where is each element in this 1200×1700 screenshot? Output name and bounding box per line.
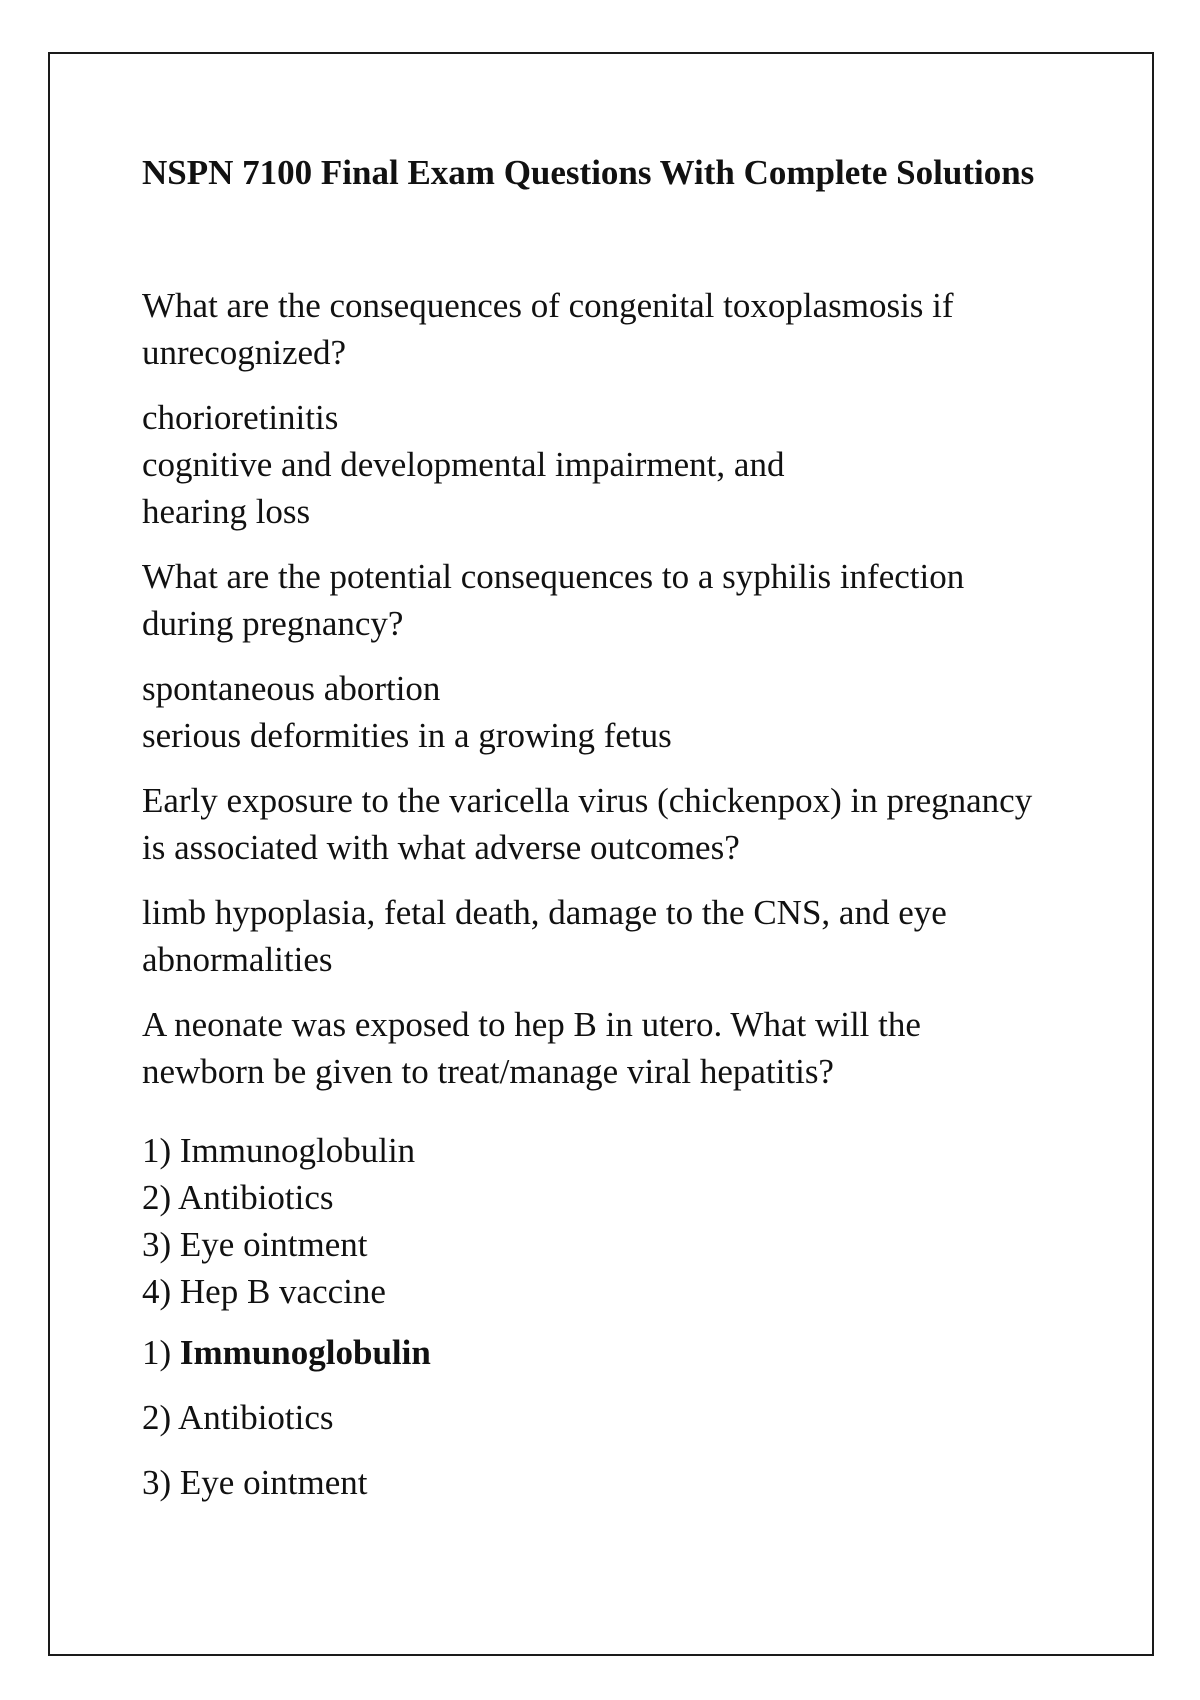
answer-text: Immunoglobulin xyxy=(179,1333,431,1372)
question-4 xyxy=(142,1001,1102,1095)
options-list xyxy=(142,1127,1102,1315)
option-item: 4) Hep B vaccine xyxy=(142,1272,386,1311)
question-line: What are the consequences of congenital toxoplasmosis if xyxy=(142,286,954,325)
question-line: A neonate was exposed to hep B in utero. What will the xyxy=(142,1005,921,1044)
question-line: Early exposure to the varicella virus (chickenpox) in pregnancy xyxy=(142,781,1033,820)
answer-text: Eye ointment xyxy=(179,1463,368,1502)
question-line: What are the potential consequences to a syphilis infection xyxy=(142,557,965,596)
answer-line: cognitive and developmental impairment, and xyxy=(142,445,785,484)
answer-line: limb hypoplasia, fetal death, damage to the CNS, and eye xyxy=(142,893,947,932)
answer-2 xyxy=(142,665,1102,759)
option-item: 2) Antibiotics xyxy=(142,1178,334,1217)
answer-3 xyxy=(142,889,1102,983)
answer-1 xyxy=(142,394,1102,535)
answer-line: abnormalities xyxy=(142,940,333,979)
question-line: during pregnancy? xyxy=(142,604,404,643)
question-1 xyxy=(142,282,1102,376)
document-content xyxy=(142,150,1102,1524)
document-title: NSPN 7100 Final Exam Questions With Complete Solutions xyxy=(142,153,1035,192)
option-item: 1) Immunoglobulin xyxy=(142,1131,416,1170)
answer-number: 3) xyxy=(142,1463,172,1502)
question-2 xyxy=(142,553,1102,647)
answer-line: hearing loss xyxy=(142,492,311,531)
answer-line: spontaneous abortion xyxy=(142,669,441,708)
question-3 xyxy=(142,777,1102,871)
selected-answer-2 xyxy=(142,1394,1102,1441)
answer-number: 1) xyxy=(142,1333,172,1372)
question-line: is associated with what adverse outcomes? xyxy=(142,828,740,867)
answer-number: 2) xyxy=(142,1398,172,1437)
question-line: newborn be given to treat/manage viral hepatitis? xyxy=(142,1052,834,1091)
question-line: unrecognized? xyxy=(142,333,347,372)
selected-answer-3 xyxy=(142,1459,1102,1506)
answer-line: chorioretinitis xyxy=(142,398,339,437)
selected-answer-1 xyxy=(142,1329,1102,1376)
answer-text: Antibiotics xyxy=(177,1398,334,1437)
option-item: 3) Eye ointment xyxy=(142,1225,368,1264)
answer-line: serious deformities in a growing fetus xyxy=(142,716,672,755)
